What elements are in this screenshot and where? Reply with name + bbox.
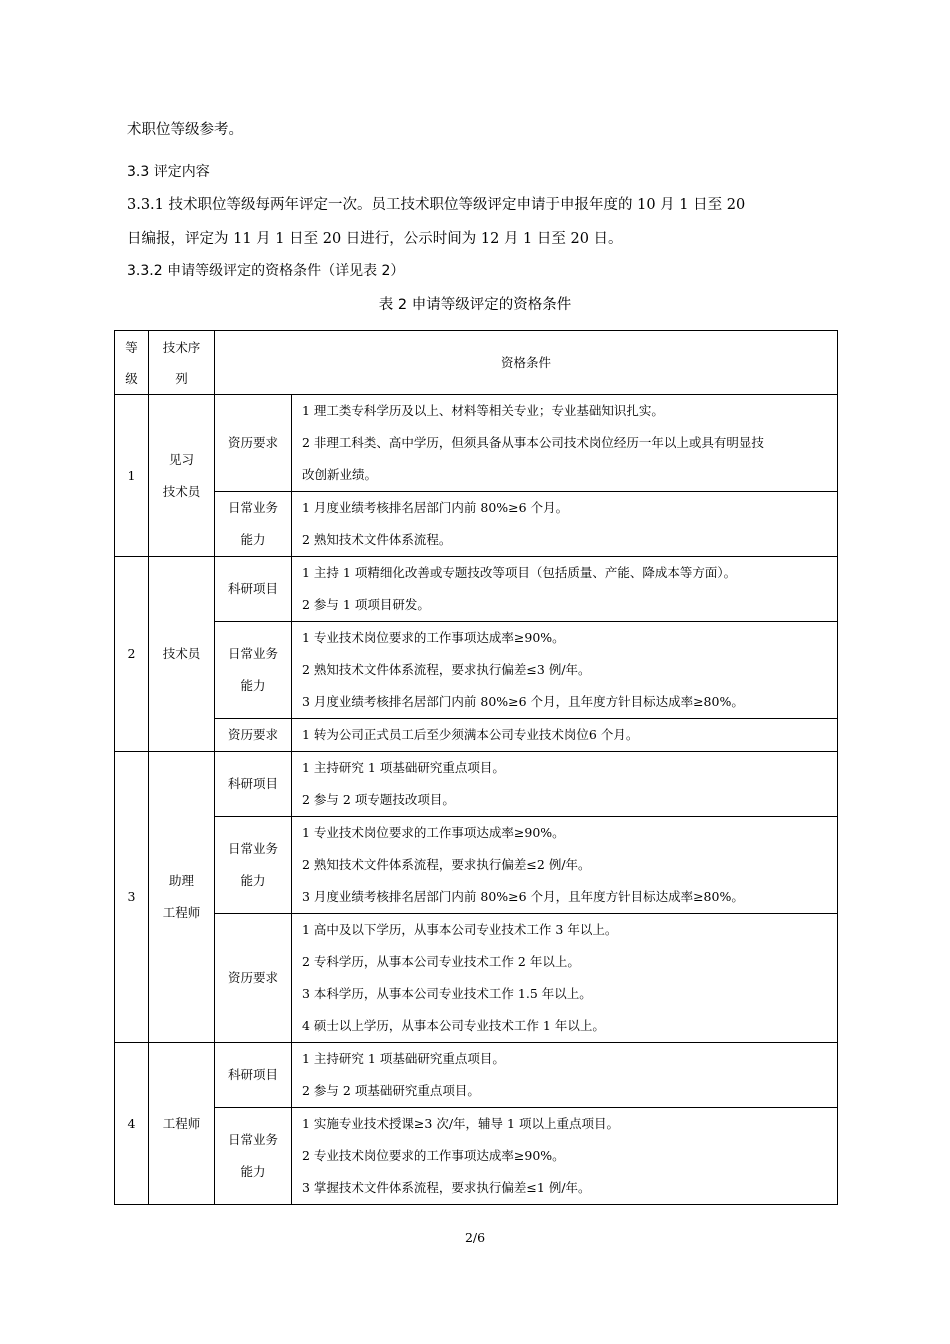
header-sequence-line2: 列: [175, 370, 188, 386]
category-cell: [215, 914, 292, 1043]
category-cell: [215, 719, 292, 752]
condition-item: 2 熟知技术文件体系流程。: [302, 532, 452, 547]
category-line1: 日常业务: [227, 841, 278, 856]
table-caption: 表 2 申请等级评定的资格条件: [378, 297, 572, 313]
table-row: [115, 492, 838, 557]
condition-item: 2 参与 1 项项目研发。: [302, 597, 430, 612]
category-line1: 日常业务: [227, 500, 278, 515]
sequence-line1: 技术员: [162, 646, 201, 661]
condition-item: 2 熟知技术文件体系流程，要求执行偏差≤3 例/年。: [302, 662, 591, 677]
conditions-cell: [292, 752, 838, 817]
category-line1: 科研项目: [227, 581, 278, 596]
table-row: [115, 557, 838, 622]
grade-cell: 1: [115, 395, 149, 557]
category-line2: 能力: [240, 532, 266, 547]
condition-item: 1 主持 1 项精细化改善或专题技改等项目（包括质量、产能、降成本等方面）。: [302, 565, 737, 580]
qualification-table: [114, 330, 838, 1205]
sequence-line1: 助理: [168, 873, 194, 888]
table-row: [115, 752, 838, 817]
header-sequence: [149, 331, 215, 395]
category-cell: [215, 395, 292, 492]
category-line1: 日常业务: [227, 646, 278, 661]
conditions-cell: [292, 817, 838, 914]
condition-item: 2 专科学历，从事本公司专业技术工作 2 年以上。: [302, 954, 580, 969]
category-cell: [215, 492, 292, 557]
sequence-cell: [149, 1043, 215, 1205]
category-line1: 科研项目: [227, 776, 278, 791]
condition-item: 1 主持研究 1 项基础研究重点项目。: [302, 760, 505, 775]
conditions-cell: [292, 1043, 838, 1108]
condition-item: 2 参与 2 项基础研究重点项目。: [302, 1083, 480, 1098]
condition-item: 3 月度业绩考核排名居部门内前 80%≥6 个月，且年度方针目标达成率≥80%。: [302, 694, 744, 709]
sequence-line1: 工程师: [162, 1115, 201, 1131]
category-cell: [215, 752, 292, 817]
condition-item: 2 非理工科类、高中学历，但须具备从事本公司技术岗位经历一年以上或具有明显技: [302, 435, 764, 450]
sequence-line1: 见习: [168, 451, 194, 467]
grade-cell: 4: [115, 1043, 149, 1205]
category-line1: 资历要求: [227, 727, 278, 742]
category-line1: 科研项目: [227, 1067, 278, 1082]
header-conditions: 资格条件: [215, 331, 838, 395]
condition-item: 1 月度业绩考核排名居部门内前 80%≥6 个月。: [302, 500, 569, 515]
category-cell: [215, 817, 292, 914]
condition-item: 1 实施专业技术授课≥3 次/年，辅导 1 项以上重点项目。: [302, 1116, 619, 1131]
table-row: [115, 719, 838, 752]
category-line1: 资历要求: [227, 435, 278, 450]
table-row: [115, 1043, 838, 1108]
condition-item: 2 专业技术岗位要求的工作事项达成率≥90%。: [302, 1148, 565, 1163]
category-cell: [215, 1108, 292, 1205]
conditions-cell: [292, 492, 838, 557]
category-line2: 能力: [240, 1164, 266, 1179]
conditions-cell: [292, 622, 838, 719]
condition-item: 1 主持研究 1 项基础研究重点项目。: [302, 1051, 505, 1066]
category-line2: 能力: [240, 678, 266, 693]
condition-item: 1 转为公司正式员工后至少须满本公司专业技术岗位6 个月。: [302, 727, 639, 742]
intro-continuation: 术职位等级参考。: [127, 122, 243, 138]
category-cell: [215, 1043, 292, 1108]
paragraph-3-3-1-line1: 3.3.1 技术职位等级每两年评定一次。员工技术职位等级评定申请于申报年度的 10 月 1 日至 20: [127, 197, 746, 213]
conditions-cell: [292, 557, 838, 622]
paragraph-3-3-1-line2: 日编报，评定为 11 月 1 日至 20 日进行，公示时间为 12 月 1 日至 20 日。: [127, 231, 623, 247]
sequence-cell: [149, 395, 215, 557]
table-row: [115, 817, 838, 914]
condition-item: 2 熟知技术文件体系流程，要求执行偏差≤2 例/年。: [302, 857, 591, 872]
sequence-cell: [149, 557, 215, 752]
sequence-line2: 技术员: [162, 483, 201, 499]
header-grade: [115, 331, 149, 395]
condition-item: 2 参与 2 项专题技改项目。: [302, 792, 455, 807]
sequence-cell: [149, 752, 215, 1043]
table-row: [115, 1108, 838, 1205]
page-number: 2/6: [464, 1230, 486, 1245]
condition-item: 1 理工类专科学历及以上、材料等相关专业；专业基础知识扎实。: [302, 403, 664, 418]
conditions-cell: [292, 1108, 838, 1205]
table-row: [115, 914, 838, 1043]
header-sequence-line1: 技术序: [162, 339, 201, 355]
category-line2: 能力: [240, 873, 266, 888]
condition-item: 1 高中及以下学历，从事本公司专业技术工作 3 年以上。: [302, 922, 618, 937]
header-grade-line2: 级: [125, 370, 138, 386]
condition-item: 1 专业技术岗位要求的工作事项达成率≥90%。: [302, 630, 565, 645]
table-row: [115, 622, 838, 719]
condition-item: 3 掌握技术文件体系流程，要求执行偏差≤1 例/年。: [302, 1180, 591, 1195]
condition-item: 1 专业技术岗位要求的工作事项达成率≥90%。: [302, 825, 565, 840]
grade-cell: 3: [115, 752, 149, 1043]
sequence-line2: 工程师: [162, 905, 201, 920]
conditions-cell: [292, 914, 838, 1043]
condition-item: 3 月度业绩考核排名居部门内前 80%≥6 个月，且年度方针目标达成率≥80%。: [302, 889, 744, 904]
table-row: [115, 395, 838, 492]
conditions-cell: [292, 395, 838, 492]
conditions-cell: [292, 719, 838, 752]
table-header-row: [115, 331, 838, 395]
header-grade-line1: 等: [125, 339, 138, 355]
category-cell: [215, 557, 292, 622]
grade-cell: 2: [115, 557, 149, 752]
section-heading-3-3: 3.3 评定内容: [127, 164, 210, 180]
condition-item: 3 本科学历，从事本公司专业技术工作 1.5 年以上。: [302, 986, 592, 1001]
category-cell: [215, 622, 292, 719]
condition-item: 改创新业绩。: [302, 467, 378, 482]
category-line1: 资历要求: [227, 970, 278, 985]
condition-item: 4 硕士以上学历，从事本公司专业技术工作 1 年以上。: [302, 1018, 605, 1033]
category-line1: 日常业务: [227, 1132, 278, 1147]
section-heading-3-3-2: 3.3.2 申请等级评定的资格条件（详见表 2）: [127, 263, 405, 279]
